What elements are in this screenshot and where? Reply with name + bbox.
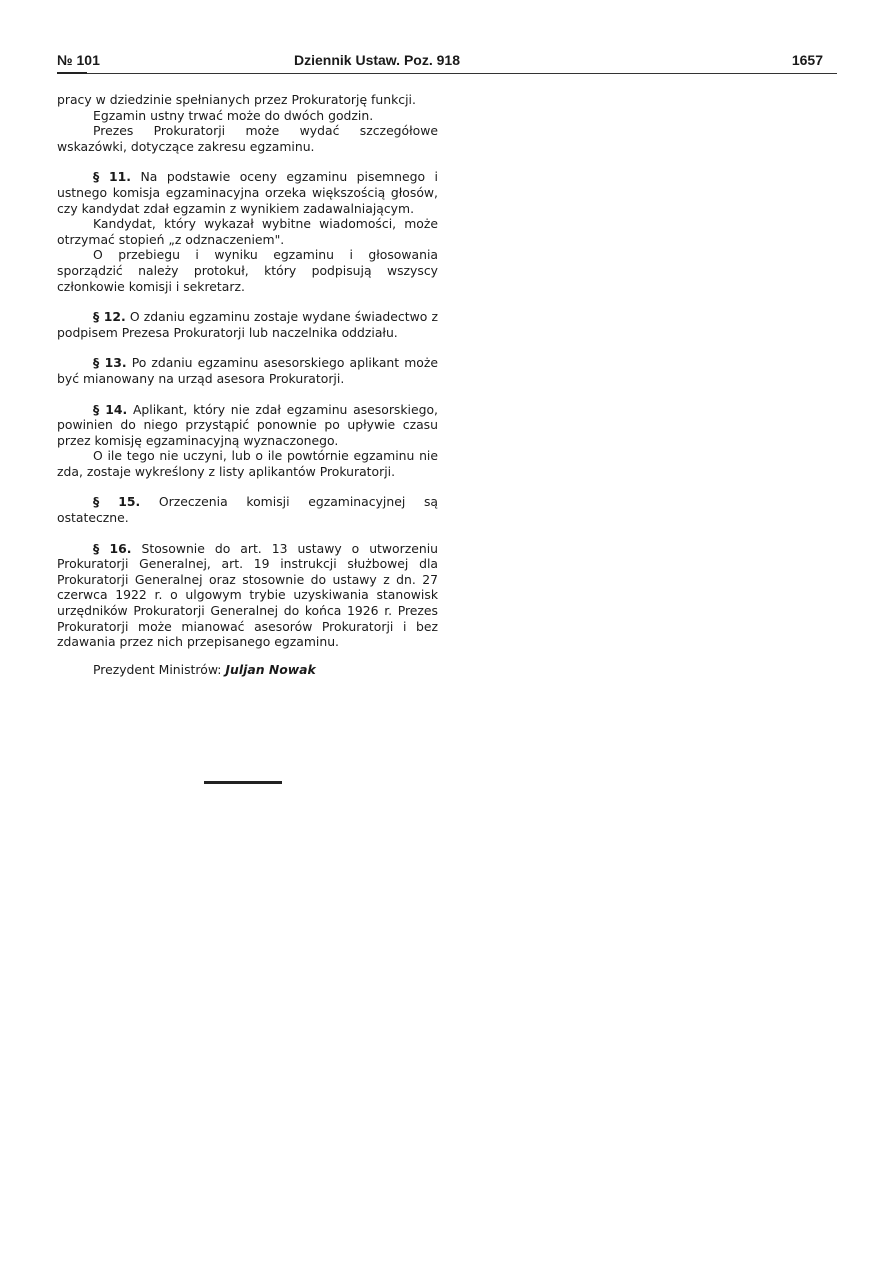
paragraph: O przebiegu i wyniku egzaminu i głosowania sporządzić należy protokuł, który podpisują wszyscy członkowie komisji i sekretarz. xyxy=(57,247,438,294)
signature xyxy=(57,662,438,678)
paragraph: Kandydat, który wykazał wybitne wiadomości, może otrzymać stopień „z odznaczeniem". xyxy=(57,216,438,247)
header-divider xyxy=(57,73,837,74)
signature-name: Juljan Nowak xyxy=(225,661,316,677)
section-text: Po zdaniu egzaminu asesorskiego aplikant może być mianowany na urząd asesora Prokuratorji. xyxy=(57,355,438,386)
section-12 xyxy=(57,309,438,340)
section-number: § 16. xyxy=(93,540,132,556)
section-text: Na podstawie oceny egzaminu pisemnego i ustnego komisja egzaminacyjna orzeka większością głosów, czy kandydat zdał egzamin z wynikiem zadawalniającym. xyxy=(57,169,438,216)
section-number: § 15. xyxy=(93,494,141,510)
section-11 xyxy=(57,169,438,216)
section-number: § 13. xyxy=(93,355,127,371)
section-14 xyxy=(57,402,438,449)
section-text: O zdaniu egzaminu zostaje wydane świadectwo z podpisem Prezesa Prokuratorji lub naczelnika oddziału. xyxy=(57,309,438,340)
section-15 xyxy=(57,494,438,525)
section-number: § 12. xyxy=(93,309,126,325)
issue-number: № 101 xyxy=(57,52,100,68)
paragraph: pracy w dziedzinie spełnianych przez Prokuratorję funkcji. xyxy=(57,92,416,107)
section-text: Aplikant, który nie zdał egzaminu asesorskiego, powinien do niego przystąpić ponownie po upływie czasu przez komisję egzaminacyjną wyznaczonego. xyxy=(57,401,438,448)
paragraph: Egzamin ustny trwać może do dwóch godzin. xyxy=(93,107,374,123)
paragraph: O ile tego nie uczyni, lub o ile powtórnie egzaminu nie zda, zostaje wykreślony z listy aplikantów Prokuratorji. xyxy=(57,448,438,479)
section-number: § 14. xyxy=(93,401,128,417)
section-13 xyxy=(57,355,438,386)
page-header xyxy=(57,52,837,74)
section-text: Orzeczenia komisji egzaminacyjnej są ostateczne. xyxy=(57,494,438,526)
paragraph: Prezes Prokuratorji może wydać szczegółowe wskazówki, dotyczące zakresu egzaminu. xyxy=(57,123,438,154)
section-text: Stosownie do art. 13 ustawy o utworzeniu Prokuratorji Generalnej, art. 19 instrukcji służbowej dla Prokuratorji Generalnej oraz stosownie do ustawy z dn. 27 czerwca 1922 r. o ulgowym trybie uzyskiwania stanowisk urzędników Prokuratorji Generalnej do końca 1926 r. Prezes Prokuratorji może mianować asesorów Prokuratorji i bez zdawania przez nich przepisanego egzaminu. xyxy=(57,540,438,650)
section-16 xyxy=(57,541,438,650)
text-column xyxy=(57,92,438,677)
end-divider xyxy=(204,781,282,784)
journal-title: Dziennik Ustaw. Poz. 918 xyxy=(294,52,460,68)
page-number: 1657 xyxy=(791,52,823,68)
signature-role: Prezydent Ministrów: xyxy=(93,661,222,677)
header-divider-accent xyxy=(57,72,87,74)
section-number: § 11. xyxy=(93,169,131,185)
